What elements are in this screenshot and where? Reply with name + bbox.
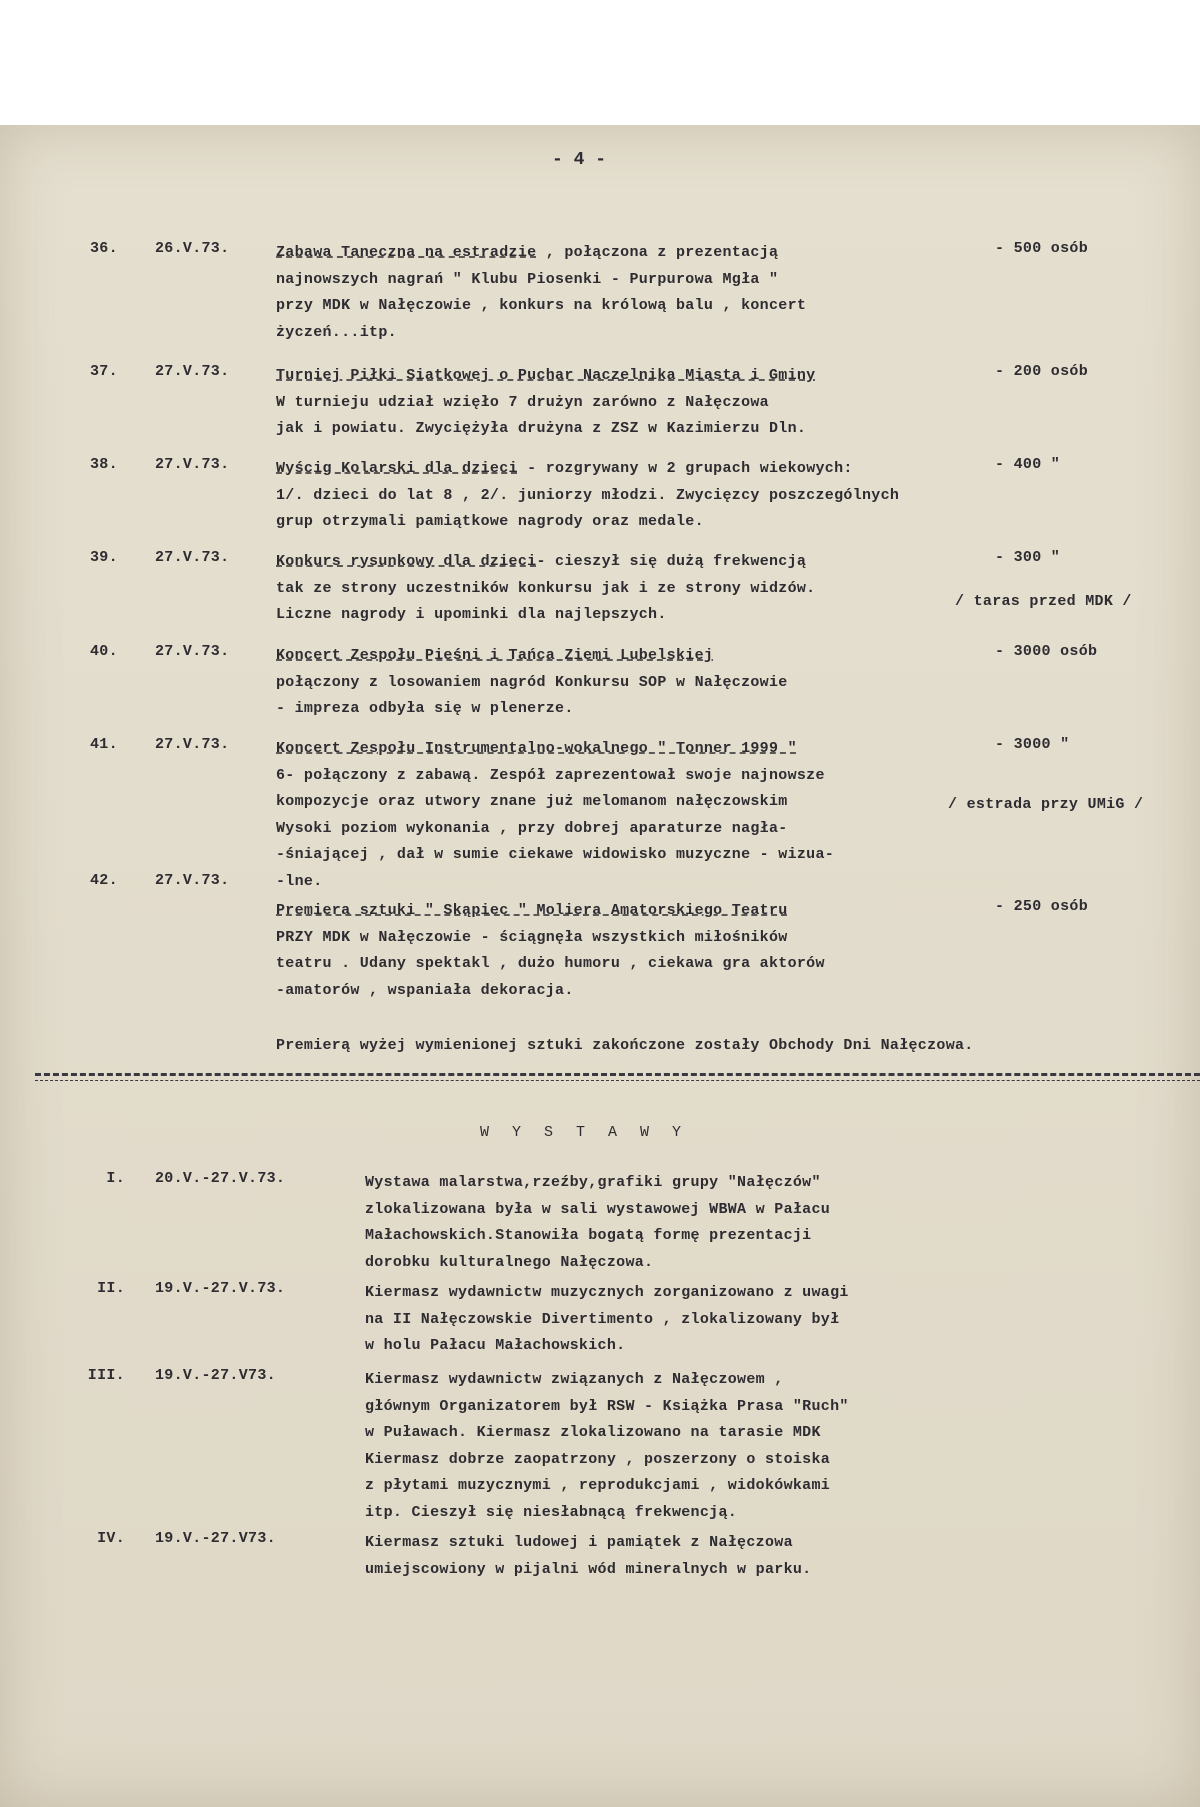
entry-attendance: - 3000 ": [995, 736, 1070, 753]
entry-title: Konkurs rysunkowy dla dzieci: [276, 553, 537, 570]
exhibition-date: 19.V.-27.V.73.: [155, 1280, 286, 1297]
entry-description: Koncert Zespołu Instrumentalno-wokalnego " Tonner 1999 " 6- połączony z zabawą. Zespół zaprezentował swoje najnowsze kompozycje oraz utwory znane już melomanom nałęczowskim Wysoki poziom wykonania , przy dobrej aparaturze nagła- -śniającej , dał w sumie ciekawe widowisko muzyczne - wizua- -lne.: [276, 740, 835, 890]
exhibition-number: IV.: [97, 1530, 125, 1547]
exhibitions-heading: W Y S T A W Y: [480, 1124, 689, 1141]
exhibition-description: Wystawa malarstwa,rzeźby,grafiki grupy "Nałęczów" zlokalizowana była w sali wystawowej WBWA w Pałacu Małachowskich.Stanowiła bogatą formę prezentacji dorobku kulturalnego Nałęczowa.: [365, 1174, 831, 1271]
entry-date: 27.V.73.: [155, 872, 230, 889]
entry-number: 39.: [90, 549, 118, 566]
closing-line: Premierą wyżej wymienionej sztuki zakończone zostały Obchody Dni Nałęczowa.: [276, 1037, 974, 1054]
entry-title: Zabawa Taneczna na estradzie: [276, 244, 537, 261]
entry-date: 26.V.73.: [155, 240, 230, 257]
entry-attendance: - 400 ": [995, 456, 1061, 473]
exhibition-description: Kiermasz wydawnictw muzycznych zorganizowano z uwagi na II Nałęczowskie Divertimento , zlokalizowany był w holu Pałacu Małachowskich.: [365, 1284, 849, 1354]
entry-description: Premiera sztuki " Skąpiec " Moliera Amatorskiego Teatru PRZY MDK w Nałęczowie - ściągnęła wszystkich miłośników teatru . Udany spektakl , dużo humoru , ciekawa gra aktorów -amatorów , wspaniała dekoracja.: [276, 902, 825, 999]
entry-description: Zabawa Taneczna na estradzie , połączona z prezentacją najnowszych nagrań " Klubu Piosenki - Purpurowa Mgła " przy MDK w Nałęczowie , konkurs na królową balu , koncert życzeń...itp.: [276, 244, 807, 341]
exhibition-number: III.: [87, 1367, 125, 1384]
entry-attendance: - 3000 osób: [995, 643, 1098, 660]
exhibition-number: I.: [106, 1170, 125, 1187]
entry-location-note: / taras przed MDK /: [955, 593, 1132, 610]
exhibition-description: Kiermasz wydawnictw związanych z Nałęczowem , głównym Organizatorem był RSW - Książka Prasa "Ruch" w Puławach. Kiermasz zlokalizowano na tarasie MDK Kiermasz dobrze zaopatrzony , poszerzony o stoiska z płytami muzycznymi , reprodukcjami , widokówkami itp. Cieszył się niesłabnącą frekwencją.: [365, 1371, 849, 1521]
entry-number: 42.: [90, 872, 118, 889]
entry-attendance: - 500 osób: [995, 240, 1089, 257]
entry-number: 41.: [90, 736, 118, 753]
entry-number: 37.: [90, 363, 118, 380]
entry-description: Turniej Piłki Siatkowej o Puchar Naczelnika Miasta i Gminy W turnieju udział wzięło 7 drużyn zarówno z Nałęczowa jak i powiatu. Zwyciężyła drużyna z ZSZ w Kazimierzu Dln.: [276, 367, 816, 437]
entry-date: 27.V.73.: [155, 549, 230, 566]
exhibition-number: II.: [97, 1280, 125, 1297]
entry-location-note: / estrada przy UMiG /: [948, 796, 1144, 813]
entry-number: 40.: [90, 643, 118, 660]
entry-description: Konkurs rysunkowy dla dzieci- cieszył się dużą frekwencją tak ze strony uczestników konkursu jak i ze strony widzów. Liczne nagrody i upominki dla najlepszych.: [276, 553, 816, 623]
entry-title: Turniej Piłki Siatkowej o Puchar Naczelnika Miasta i Gminy: [276, 367, 816, 384]
exhibition-date: 20.V.-27.V.73.: [155, 1170, 286, 1187]
entry-title: Koncert Zespołu Pieśni i Tańca Ziemi Lubelskiej: [276, 647, 714, 664]
entry-title: Koncert Zespołu Instrumentalno-wokalnego " Tonner 1999 ": [276, 740, 797, 757]
entry-description: Wyścig Kolarski dla dzieci - rozgrywany w 2 grupach wiekowych: 1/. dzieci do lat 8 , 2/. juniorzy młodzi. Zwycięzcy poszczególnych grup otrzymali pamiątkowe nagrody oraz medale.: [276, 460, 900, 530]
exhibition-date: 19.V.-27.V73.: [155, 1530, 276, 1547]
entry-attendance: - 300 ": [995, 549, 1061, 566]
entry-number: 38.: [90, 456, 118, 473]
entry-date: 27.V.73.: [155, 643, 230, 660]
exhibition-description: Kiermasz sztuki ludowej i pamiątek z Nałęczowa umiejscowiony w pijalni wód mineralnych w parku.: [365, 1534, 812, 1578]
exhibition-date: 19.V.-27.V73.: [155, 1367, 276, 1384]
page-number: - 4 -: [552, 150, 607, 170]
entry-number: 36.: [90, 240, 118, 257]
entry-date: 27.V.73.: [155, 456, 230, 473]
entry-title: Premiera sztuki " Skąpiec " Moliera Amatorskiego Teatru: [276, 902, 788, 919]
entry-attendance: - 200 osób: [995, 363, 1089, 380]
entry-date: 27.V.73.: [155, 736, 230, 753]
entry-title: Wyścig Kolarski dla dzieci: [276, 460, 518, 477]
section-divider: [35, 1073, 1200, 1081]
entry-description: Koncert Zespołu Pieśni i Tańca Ziemi Lubelskiej połączony z losowaniem nagród Konkursu SOP w Nałęczowie - impreza odbyła się w plenerze.: [276, 647, 788, 717]
entry-attendance: - 250 osób: [995, 898, 1089, 915]
entry-date: 27.V.73.: [155, 363, 230, 380]
